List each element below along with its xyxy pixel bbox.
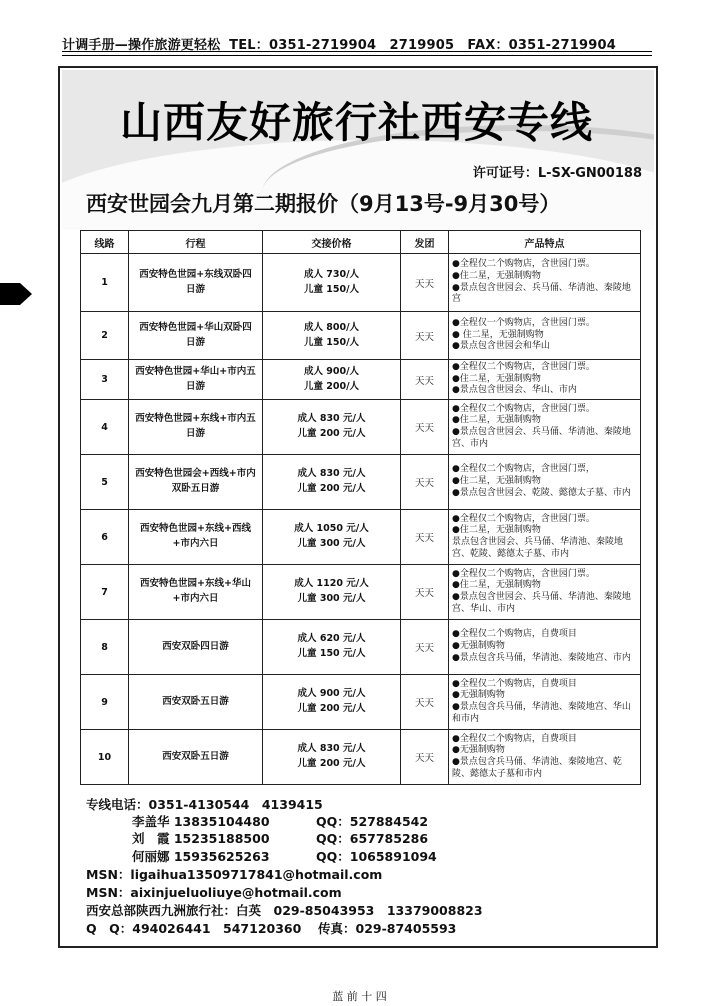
banner bbox=[62, 70, 654, 230]
feature-line: ●全程仅二个购物店，含世园门票。 bbox=[452, 568, 595, 579]
route-features bbox=[449, 565, 641, 620]
table-row bbox=[81, 400, 641, 455]
contact-person-1: 李盖华 13835104480 bbox=[132, 814, 270, 829]
feature-line: ●全程仅二个购物店，自费项目 bbox=[452, 678, 577, 689]
route-name: 西安特色世园+华山+市内五日游 bbox=[129, 360, 263, 400]
header-rule bbox=[62, 51, 652, 52]
route-number: 2 bbox=[81, 312, 129, 360]
route-features bbox=[449, 312, 641, 360]
route-number: 5 bbox=[81, 455, 129, 510]
table-row bbox=[81, 312, 641, 360]
route-price: 成人 1120 元/人 儿童 300 元/人 bbox=[263, 565, 401, 620]
contact-qq-3: QQ：1065891094 bbox=[316, 849, 437, 864]
header-price: 交接价格 bbox=[263, 231, 401, 254]
route-features bbox=[449, 400, 641, 455]
feature-line: ●景点包含世园会、兵马俑、华清池、秦陵地宫 bbox=[452, 282, 631, 305]
contact-person-3: 何丽娜 15935625263 bbox=[132, 849, 270, 864]
hotline: 专线电话：0351-4130544 4139415 bbox=[86, 797, 323, 812]
route-departure: 天天 bbox=[401, 312, 449, 360]
msn-1: MSN：ligaihua13509717841@hotmail.com bbox=[86, 867, 383, 882]
header-features: 产品特点 bbox=[449, 231, 641, 254]
route-number: 8 bbox=[81, 620, 129, 675]
qq-main: Q Q：494026441 547120360 bbox=[86, 921, 302, 936]
route-departure: 天天 bbox=[401, 620, 449, 675]
feature-line: ●景点包含世园会和华山 bbox=[452, 341, 550, 352]
route-departure: 天天 bbox=[401, 360, 449, 400]
table-row bbox=[81, 510, 641, 565]
table-row bbox=[81, 455, 641, 510]
feature-line: ●无强制购物 bbox=[452, 641, 505, 652]
feature-line: ●住二星，无强制购物 bbox=[452, 525, 541, 536]
feature-line: ●全程仅二个购物店，含世园门票。 bbox=[452, 259, 595, 270]
feature-line: ●景点包含世园会、兵马俑、华清池、秦陵地宫、华山、市内 bbox=[452, 592, 631, 614]
route-price: 成人 830 元/人 儿童 200 元/人 bbox=[263, 730, 401, 785]
route-name: 西安双卧五日游 bbox=[129, 730, 263, 785]
feature-line: ●景点包含兵马俑，华清池、秦陵地宫、市内 bbox=[452, 652, 631, 663]
table-row bbox=[81, 254, 641, 312]
side-tab-arrow-icon bbox=[20, 283, 32, 305]
msn-2: MSN：aixinjueluoliuye@hotmail.com bbox=[86, 885, 342, 900]
banner-title: 山西友好旅行社西安专线 bbox=[120, 98, 594, 147]
route-name: 西安特色世园+东线双卧四日游 bbox=[129, 254, 263, 312]
route-number: 3 bbox=[81, 360, 129, 400]
feature-line: ●全程仅二个购物店，自费项目 bbox=[452, 733, 577, 744]
route-departure: 天天 bbox=[401, 730, 449, 785]
route-departure: 天天 bbox=[401, 565, 449, 620]
route-departure: 天天 bbox=[401, 254, 449, 312]
route-price: 成人 1050 元/人 儿童 300 元/人 bbox=[263, 510, 401, 565]
table-header-row bbox=[81, 231, 641, 254]
feature-line: ●全程仅二个购物店，自费项目 bbox=[452, 629, 577, 640]
fax: 传真：029-87405593 bbox=[318, 921, 457, 936]
contact-qq-2: QQ：657785286 bbox=[316, 831, 429, 846]
table-row bbox=[81, 730, 641, 785]
contact-qq-1: QQ：527884542 bbox=[316, 814, 429, 829]
side-tab-marker bbox=[0, 283, 20, 305]
feature-line: ●全程仅二个购物店，含世园门票。 bbox=[452, 513, 595, 524]
header-phone: TEL：0351-2719904 2719905 FAX：0351-2719904 bbox=[229, 38, 616, 53]
route-price: 成人 620 元/人 儿童 150 元/人 bbox=[263, 620, 401, 675]
feature-line: ●无强制购物 bbox=[452, 690, 505, 701]
route-number: 7 bbox=[81, 565, 129, 620]
route-price: 成人 830 元/人 儿童 200 元/人 bbox=[263, 455, 401, 510]
feature-line: ●景点包含世园会、兵马俑、华清池、秦陵地宫、市内 bbox=[452, 427, 631, 449]
feature-line: ●无强制购物 bbox=[452, 745, 505, 756]
route-name: 西安双卧五日游 bbox=[129, 675, 263, 730]
header-rule-thin bbox=[62, 55, 652, 56]
price-table bbox=[80, 230, 641, 785]
route-price: 成人 900 元/人 儿童 200 元/人 bbox=[263, 675, 401, 730]
header-route-no: 线路 bbox=[81, 231, 129, 254]
route-price: 成人 800/人 儿童 150/人 bbox=[263, 312, 401, 360]
table-row bbox=[81, 565, 641, 620]
feature-line: 景点包含世园会、兵马俑、华清池、秦陵地宫、乾陵、懿德太子墓、市内 bbox=[452, 537, 624, 559]
feature-line: ● 住二星，无强制购物 bbox=[452, 329, 544, 340]
route-features bbox=[449, 455, 641, 510]
price-subtitle: 西安世园会九月第二期报价（9月13号-9月30号） bbox=[86, 192, 561, 216]
feature-line: ●景点包含世园会、华山、市内 bbox=[452, 385, 577, 396]
page-footer: 蓝 前 十 四 bbox=[332, 990, 387, 1003]
route-departure: 天天 bbox=[401, 455, 449, 510]
feature-line: ●全程仅二个购物店，含世园门票， bbox=[452, 464, 595, 475]
feature-line: ●景点包含兵马俑、华清池、秦陵地宫、乾陵、懿德太子墓和市内 bbox=[452, 757, 622, 779]
feature-line: ●景点包含兵马俑，华清池、秦陵地宫、华山和市内 bbox=[452, 702, 631, 724]
header-itinerary: 行程 bbox=[129, 231, 263, 254]
route-price: 成人 730/人 儿童 150/人 bbox=[263, 254, 401, 312]
route-price: 成人 830 元/人 儿童 200 元/人 bbox=[263, 400, 401, 455]
route-features bbox=[449, 254, 641, 312]
route-features bbox=[449, 675, 641, 730]
route-number: 10 bbox=[81, 730, 129, 785]
table-row bbox=[81, 675, 641, 730]
route-name: 西安特色世园+华山双卧四日游 bbox=[129, 312, 263, 360]
feature-line: ●住二星，无强制购物 bbox=[452, 476, 541, 487]
route-departure: 天天 bbox=[401, 510, 449, 565]
route-departure: 天天 bbox=[401, 675, 449, 730]
route-name: 西安特色世园+东线+华山+市内六日 bbox=[129, 565, 263, 620]
route-features bbox=[449, 620, 641, 675]
route-number: 6 bbox=[81, 510, 129, 565]
route-name: 西安双卧四日游 bbox=[129, 620, 263, 675]
route-name: 西安特色世园+东线+市内五日游 bbox=[129, 400, 263, 455]
route-features bbox=[449, 510, 641, 565]
route-price: 成人 900/人 儿童 200/人 bbox=[263, 360, 401, 400]
route-features bbox=[449, 360, 641, 400]
feature-line: ●全程仅一个购物店，含世园门票。 bbox=[452, 317, 595, 328]
feature-line: ●景点包含世园会、乾陵、懿德太子墓、市内 bbox=[452, 487, 631, 498]
route-departure: 天天 bbox=[401, 400, 449, 455]
feature-line: ●全程仅二个购物店，含世园门票。 bbox=[452, 403, 595, 414]
feature-line: ●全程仅二个购物店，含世园门票。 bbox=[452, 361, 595, 372]
header-departure: 发团 bbox=[401, 231, 449, 254]
license-number: 许可证号：L-SX-GN00188 bbox=[472, 166, 642, 181]
route-number: 4 bbox=[81, 400, 129, 455]
headquarters: 西安总部陕西九洲旅行社：白英 029-85043953 13379008823 bbox=[86, 903, 483, 918]
route-name: 西安特色世园会+西线+市内双卧五日游 bbox=[129, 455, 263, 510]
feature-line: ●住二星，无强制购物 bbox=[452, 580, 541, 591]
route-name: 西安特色世园+东线+西线+市内六日 bbox=[129, 510, 263, 565]
route-number: 1 bbox=[81, 254, 129, 312]
feature-line: ●住二星，无强制购物 bbox=[452, 373, 541, 384]
feature-line: ●住二星，无强制购物 bbox=[452, 270, 541, 281]
feature-line: ●住二星，无强制购物 bbox=[452, 415, 541, 426]
table-row bbox=[81, 620, 641, 675]
header-slogan: 计调手册—操作旅游更轻松 bbox=[62, 38, 221, 53]
table-row bbox=[81, 360, 641, 400]
contact-person-2: 刘 霞 15235188500 bbox=[132, 831, 270, 846]
route-features bbox=[449, 730, 641, 785]
route-number: 9 bbox=[81, 675, 129, 730]
